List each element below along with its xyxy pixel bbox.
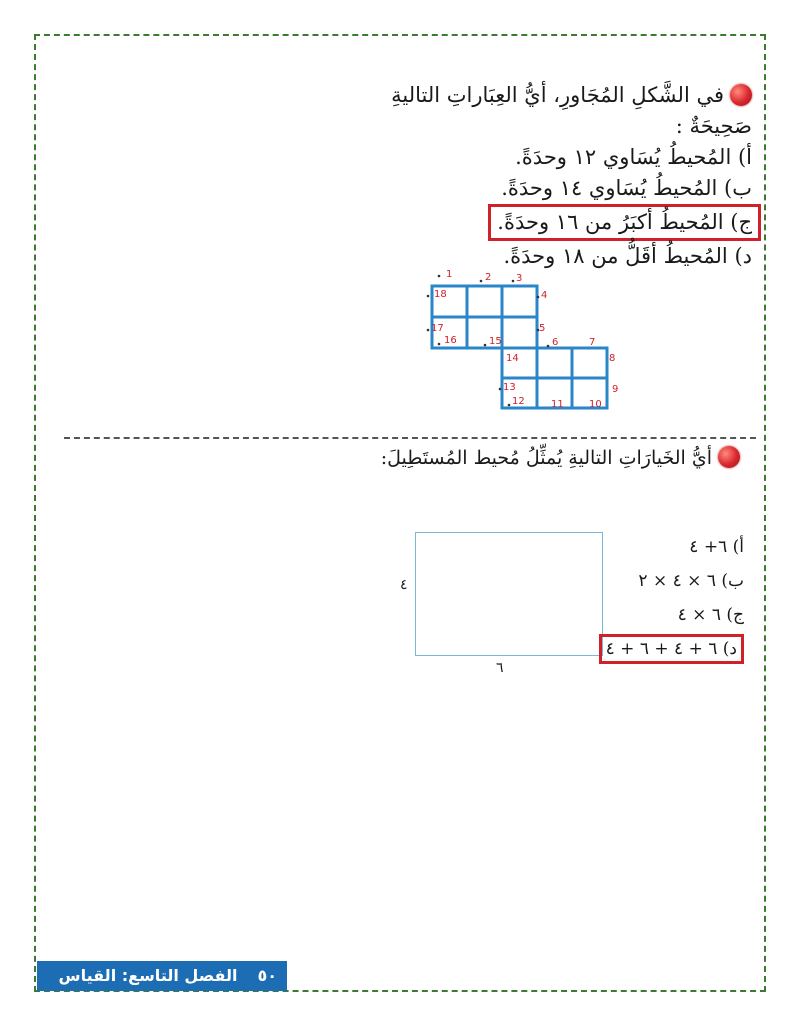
grid-label-7: 7 bbox=[589, 337, 596, 348]
grid-label-4: 4 bbox=[541, 290, 548, 301]
question-1-stem-end: صَحِيحَةٌ : bbox=[675, 114, 752, 138]
question-1 bbox=[232, 80, 752, 272]
question-2-choices bbox=[595, 530, 748, 666]
grid-label-6: 6 bbox=[552, 337, 559, 348]
grid-label-2: 2 bbox=[485, 272, 492, 283]
grid-label-5: 5 bbox=[539, 323, 546, 334]
rectangle-width-label: ٦ bbox=[496, 660, 504, 676]
grid-label-13: 13 bbox=[503, 382, 516, 393]
grid-label-10: 10 bbox=[589, 399, 602, 410]
question-1-stem: في الشَّكلِ المُجَاورِ، أيُّ العِبَاراتِ التاليةِ bbox=[232, 80, 752, 111]
choice-d-highlighted: د) ٦ + ٤ + ٦ + ٤ bbox=[599, 634, 744, 664]
grid-label-17: 17 bbox=[431, 323, 444, 334]
choice-b: ب) ٦ × ٤ × ٢ bbox=[638, 571, 744, 591]
grid-label-15: 15 bbox=[489, 336, 502, 347]
grid-label-18: 18 bbox=[434, 289, 447, 300]
grid-label-3: 3 bbox=[516, 273, 523, 284]
question-2 bbox=[381, 446, 740, 469]
option-d: د) المُحيطُ أقَلُّ من ١٨ وحدَةً. bbox=[503, 244, 752, 268]
rectangle-height-label: ٤ bbox=[400, 577, 408, 593]
chapter-footer bbox=[37, 961, 287, 991]
choice-c: ج) ٦ × ٤ bbox=[677, 605, 744, 625]
grid-label-1: 1 bbox=[446, 269, 453, 280]
grid-label-14: 14 bbox=[506, 353, 519, 364]
option-a: أ) المُحيطُ يُسَاوي ١٢ وحدَةً. bbox=[515, 145, 752, 169]
grid-label-8: 8 bbox=[609, 353, 616, 364]
grid-label-16: 16 bbox=[444, 335, 457, 346]
question-bullet-icon bbox=[718, 446, 740, 468]
option-b: ب) المُحيطُ يُسَاوي ١٤ وحدَةً. bbox=[501, 176, 752, 200]
section-divider bbox=[64, 437, 756, 439]
choice-a: أ) ٦+ ٤ bbox=[689, 537, 744, 557]
chapter-title: الفصل التاسع: القياس bbox=[58, 966, 238, 985]
question-2-stem: أيُّ الخَيارَاتِ التاليةِ يُمثِّلُ مُحيط المُستَطِيلَ: bbox=[380, 447, 712, 469]
rectangle-figure bbox=[415, 532, 603, 656]
question-bullet-icon bbox=[730, 84, 752, 106]
page-number: ٥٠ bbox=[257, 966, 277, 985]
grid-label-9: 9 bbox=[612, 384, 619, 395]
option-c-highlighted: ج) المُحيطُ أكبَرُ من ١٦ وحدَةً. bbox=[488, 204, 761, 241]
grid-label-12: 12 bbox=[512, 396, 525, 407]
grid-label-11: 11 bbox=[551, 399, 564, 410]
